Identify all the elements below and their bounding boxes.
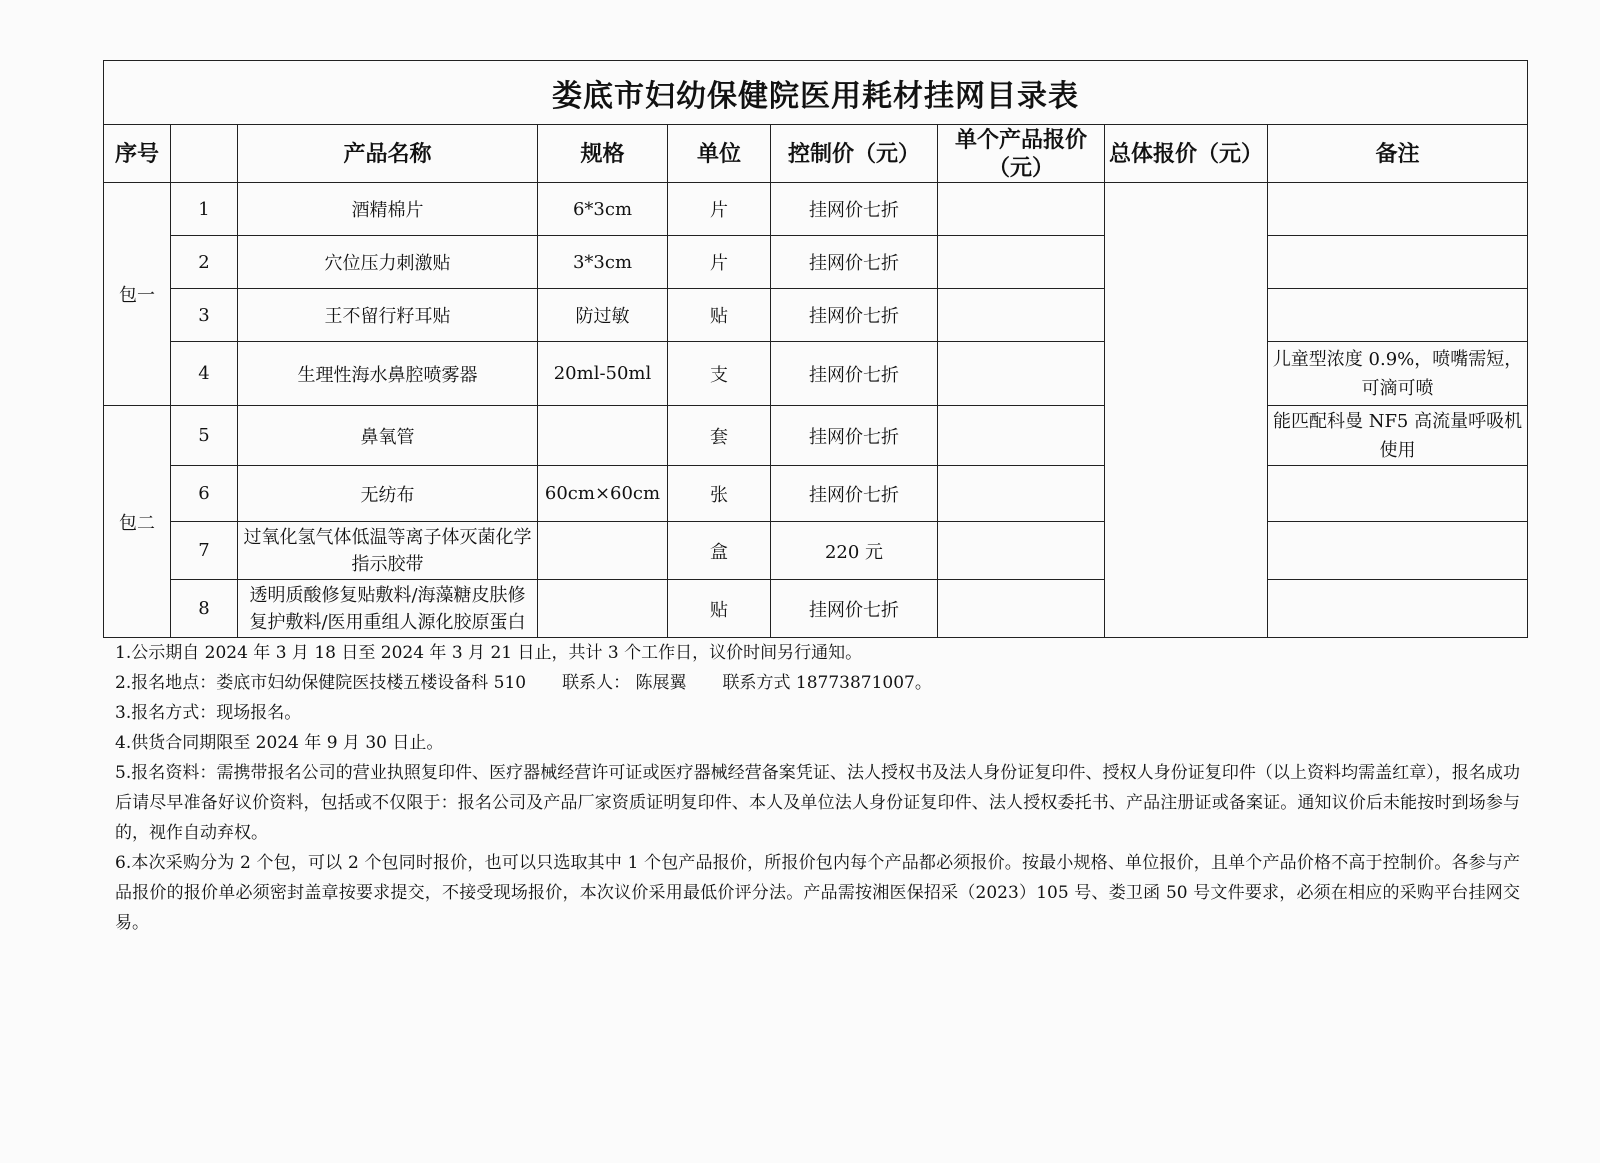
- control-price: 挂网价七折: [771, 236, 938, 289]
- note-2-phone: 联系方式 18773871007。: [722, 673, 932, 693]
- product-spec: 60cm×60cm: [538, 466, 668, 522]
- row-number: 7: [171, 522, 238, 580]
- product-unit: 片: [668, 236, 771, 289]
- table-row: [104, 406, 1528, 466]
- header-remarks: 备注: [1268, 125, 1528, 183]
- table-row: [104, 522, 1528, 580]
- control-price: 挂网价七折: [771, 183, 938, 236]
- row-number: 3: [171, 289, 238, 342]
- header-spec: 规格: [538, 125, 668, 183]
- product-spec: 20ml-50ml: [538, 342, 668, 406]
- note-1: 1.公示期自 2024 年 3 月 18 日至 2024 年 3 月 21 日止，共计 3 个工作日，议价时间另行通知。: [115, 643, 863, 663]
- catalog-table: [103, 60, 1528, 638]
- single-quote-cell: [938, 522, 1105, 580]
- note-2: [115, 668, 1520, 698]
- control-price: 挂网价七折: [771, 406, 938, 466]
- header-single-quote: 单个产品报价（元）: [938, 125, 1105, 183]
- table-row: [104, 342, 1528, 406]
- table-row: [104, 289, 1528, 342]
- product-spec: [538, 522, 668, 580]
- catalog-sheet: [103, 60, 1527, 638]
- note-6: 6.本次采购分为 2 个包，可以 2 个包同时报价，也可以只选取其中 1 个包产品报价，所报价包内每个产品都必须报价。按最小规格、单位报价，且单个产品价格不高于控制价。各参与产品报价的报价单必须密封盖章按要求提交，不接受现场报价，本次议价采用最低价评分法。产品需按湘医保招采（2023）105 号、娄卫函 50 号文件要求，必须在相应的采购平台挂网交易。: [115, 853, 1520, 933]
- product-unit: 贴: [668, 580, 771, 638]
- row-number: 5: [171, 406, 238, 466]
- product-unit: 盒: [668, 522, 771, 580]
- remark-cell: [1268, 183, 1528, 236]
- product-name: 生理性海水鼻腔喷雾器: [238, 342, 538, 406]
- header-name: 产品名称: [238, 125, 538, 183]
- note-2-contact: 联系人： 陈展翼: [562, 673, 687, 693]
- note-3: 3.报名方式：现场报名。: [115, 703, 302, 723]
- single-quote-cell: [938, 236, 1105, 289]
- single-quote-cell: [938, 466, 1105, 522]
- product-name: 鼻氧管: [238, 406, 538, 466]
- header-blank: [171, 125, 238, 183]
- single-quote-cell: [938, 183, 1105, 236]
- total-quote-cell: [1105, 183, 1268, 638]
- table-title: 娄底市妇幼保健院医用耗材挂网目录表: [104, 61, 1528, 125]
- control-price: 220 元: [771, 522, 938, 580]
- row-number: 6: [171, 466, 238, 522]
- product-name: 穴位压力刺激贴: [238, 236, 538, 289]
- remark-cell: [1268, 466, 1528, 522]
- table-row: [104, 466, 1528, 522]
- product-name: 王不留行籽耳贴: [238, 289, 538, 342]
- product-spec: 3*3cm: [538, 236, 668, 289]
- product-spec: [538, 406, 668, 466]
- product-name: 无纺布: [238, 466, 538, 522]
- row-number: 8: [171, 580, 238, 638]
- note-4: 4.供货合同期限至 2024 年 9 月 30 日止。: [115, 733, 444, 753]
- table-row: [104, 580, 1528, 638]
- remark-cell: 能匹配科曼 NF5 高流量呼吸机使用: [1268, 406, 1528, 466]
- note-2-location: 2.报名地点：娄底市妇幼保健院医技楼五楼设备科 510: [115, 673, 527, 693]
- package-label: 包一: [104, 183, 171, 406]
- product-unit: 套: [668, 406, 771, 466]
- row-number: 2: [171, 236, 238, 289]
- product-spec: 6*3cm: [538, 183, 668, 236]
- row-number: 1: [171, 183, 238, 236]
- remark-cell: [1268, 580, 1528, 638]
- control-price: 挂网价七折: [771, 289, 938, 342]
- product-unit: 片: [668, 183, 771, 236]
- product-name: 过氧化氢气体低温等离子体灭菌化学指示胶带: [238, 522, 538, 580]
- header-unit: 单位: [668, 125, 771, 183]
- table-row: [104, 183, 1528, 236]
- row-number: 4: [171, 342, 238, 406]
- package-label: 包二: [104, 406, 171, 638]
- remark-cell: [1268, 289, 1528, 342]
- table-row: [104, 236, 1528, 289]
- product-spec: 防过敏: [538, 289, 668, 342]
- single-quote-cell: [938, 406, 1105, 466]
- remark-cell: [1268, 522, 1528, 580]
- control-price: 挂网价七折: [771, 580, 938, 638]
- notes-section: [115, 638, 1520, 938]
- single-quote-cell: [938, 289, 1105, 342]
- single-quote-cell: [938, 342, 1105, 406]
- header-seq: 序号: [104, 125, 171, 183]
- product-spec: [538, 580, 668, 638]
- note-5: 5.报名资料：需携带报名公司的营业执照复印件、医疗器械经营许可证或医疗器械经营备案凭证、法人授权书及法人身份证复印件、授权人身份证复印件（以上资料均需盖红章），报名成功后请尽早准备好议价资料，包括或不仅限于：报名公司及产品厂家资质证明复印件、本人及单位法人身份证复印件、法人授权委托书、产品注册证或备案证。通知议价后未能按时到场参与的，视作自动弃权。: [115, 763, 1520, 843]
- remark-cell: [1268, 236, 1528, 289]
- control-price: 挂网价七折: [771, 466, 938, 522]
- header-control-price: 控制价（元）: [771, 125, 938, 183]
- product-unit: 张: [668, 466, 771, 522]
- control-price: 挂网价七折: [771, 342, 938, 406]
- remark-cell: 儿童型浓度 0.9%，喷嘴需短，可滴可喷: [1268, 342, 1528, 406]
- product-unit: 支: [668, 342, 771, 406]
- single-quote-cell: [938, 580, 1105, 638]
- header-total-quote: 总体报价（元）: [1105, 125, 1268, 183]
- product-unit: 贴: [668, 289, 771, 342]
- product-name: 透明质酸修复贴敷料/海藻糖皮肤修复护敷料/医用重组人源化胶原蛋白: [238, 580, 538, 638]
- product-name: 酒精棉片: [238, 183, 538, 236]
